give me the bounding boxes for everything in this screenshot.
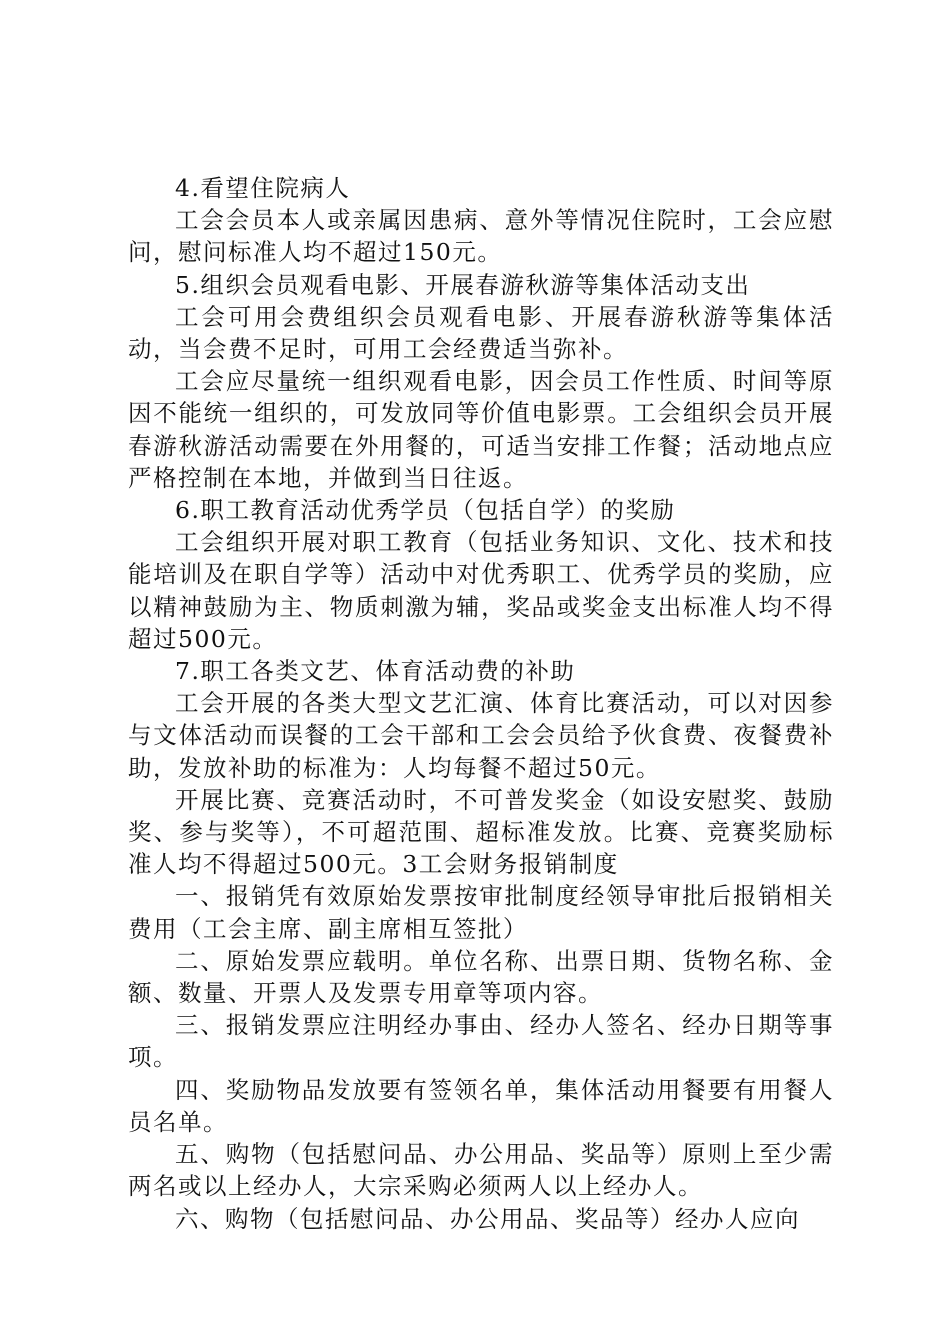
rule-item-6: 六、购物（包括慰问品、办公用品、奖品等）经办人应向 <box>175 1204 800 1233</box>
rule-item-1: 一、报销凭有效原始发票按审批制度经领导审批后报销相关费用（工会主席、副主席相互签批） <box>128 882 834 943</box>
section-heading-4: 4.看望住院病人 <box>175 174 351 202</box>
paragraph: 开展比赛、竞赛活动时，不可普发奖金（如设安慰奖、鼓励奖、参与奖等），不可超范围、超标准发放。比赛、竞赛奖励标准人均不得超过500元。3工会财务报销制度 <box>128 785 834 879</box>
rule-item-3: 三、报销发票应注明经办事由、经办人签名、经办日期等事项。 <box>128 1011 834 1072</box>
paragraph: 工会开展的各类大型文艺汇演、体育比赛活动，可以对因参与文体活动而误餐的工会干部和工会会员给予伙食费、夜餐费补助，发放补助的标准为：人均每餐不超过50元。 <box>128 689 834 782</box>
document-body <box>128 172 834 1235</box>
paragraph: 工会可用会费组织会员观看电影、开展春游秋游等集体活动，当会费不足时，可用工会经费适当弥补。 <box>128 302 834 364</box>
paragraph: 工会组织开展对职工教育（包括业务知识、文化、技术和技能培训及在职自学等）活动中对优秀职工、优秀学员的奖励，应以精神鼓励为主、物质刺激为辅，奖品或奖金支出标准人均不得超过500元。 <box>128 528 834 653</box>
rule-item-4: 四、奖励物品发放要有签领名单，集体活动用餐要有用餐人员名单。 <box>128 1075 834 1136</box>
section-heading-7: 7.职工各类文艺、体育活动费的补助 <box>175 657 576 686</box>
rule-item-2: 二、原始发票应载明。单位名称、出票日期、货物名称、金额、数量、开票人及发票专用章等项内容。 <box>128 946 834 1008</box>
rule-item-5: 五、购物（包括慰问品、办公用品、奖品等）原则上至少需两名或以上经办人，大宗采购必须两人以上经办人。 <box>128 1140 834 1201</box>
paragraph: 工会应尽量统一组织观看电影，因会员工作性质、时间等原因不能统一组织的，可发放同等价值电影票。工会组织会员开展春游秋游活动需要在外用餐的，可适当安排工作餐；活动地点应严格控制在本地，并做到当日往返。 <box>128 367 834 492</box>
paragraph: 工会会员本人或亲属因患病、意外等情况住院时，工会应慰问，慰问标准人均不超过150元。 <box>128 206 834 267</box>
section-heading-6: 6.职工教育活动优秀学员（包括自学）的奖励 <box>175 496 676 525</box>
section-heading-5: 5.组织会员观看电影、开展春游秋游等集体活动支出 <box>175 270 751 299</box>
